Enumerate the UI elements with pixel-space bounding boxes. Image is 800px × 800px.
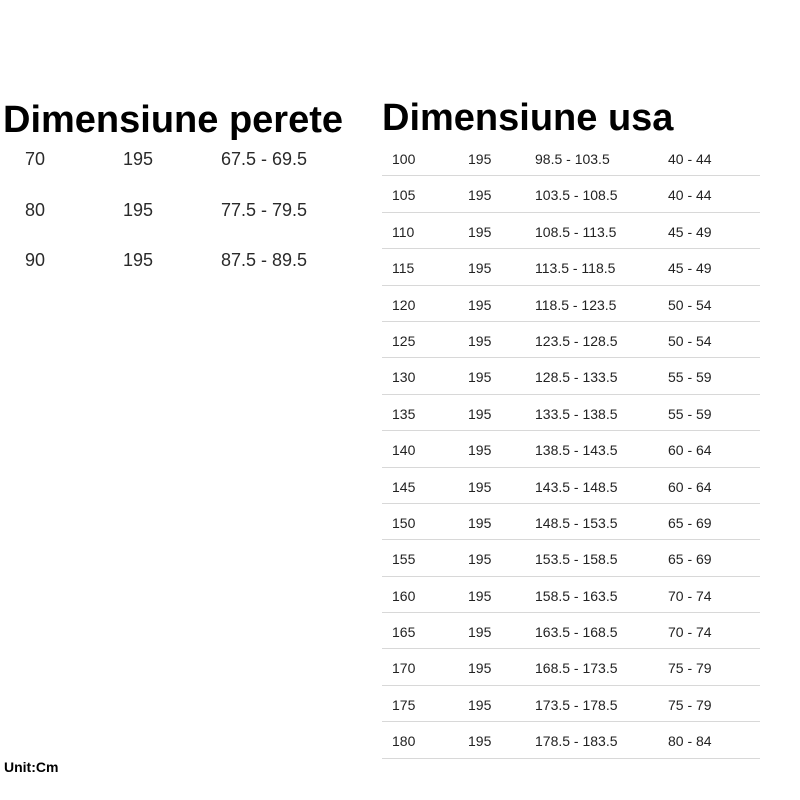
table-row	[0, 246, 370, 297]
table-row	[382, 286, 760, 322]
table-cell: 50 - 54	[668, 296, 712, 313]
table-cell: 165	[392, 624, 416, 641]
table-cell: 65 - 69	[668, 514, 712, 531]
table-row	[0, 196, 370, 247]
table-cell: 100	[392, 151, 416, 167]
door-size-table	[382, 140, 760, 759]
table-cell: 175	[392, 696, 416, 713]
table-cell: 163.5 - 168.5	[535, 624, 618, 641]
table-row	[382, 395, 760, 431]
table-row	[382, 649, 760, 685]
table-cell: 195	[468, 660, 492, 677]
table-cell: 123.5 - 128.5	[535, 332, 618, 349]
table-row	[382, 504, 760, 540]
table-row	[382, 722, 760, 758]
table-cell: 70 - 74	[668, 624, 712, 641]
table-cell: 170	[392, 660, 416, 677]
table-cell: 133.5 - 138.5	[535, 405, 618, 422]
table-cell: 60 - 64	[668, 478, 712, 495]
table-row	[382, 213, 760, 249]
table-cell: 55 - 59	[668, 405, 712, 422]
table-cell: 195	[468, 514, 492, 531]
table-cell: 195	[468, 332, 492, 349]
table-cell: 195	[468, 369, 492, 386]
table-cell: 103.5 - 108.5	[535, 187, 618, 204]
table-cell: 105	[392, 187, 416, 204]
table-cell: 40 - 44	[668, 151, 712, 167]
table-cell: 128.5 - 133.5	[535, 369, 618, 386]
table-cell: 150	[392, 514, 416, 531]
table-cell: 160	[392, 587, 416, 604]
table-row	[382, 358, 760, 394]
table-cell: 195	[468, 405, 492, 422]
table-cell: 75 - 79	[668, 696, 712, 713]
table-cell: 195	[468, 478, 492, 495]
table-cell: 195	[468, 260, 492, 277]
table-cell: 80	[25, 199, 46, 220]
table-cell: 145	[392, 478, 416, 495]
door-size-title: Dimensiune usa	[382, 97, 674, 139]
unit-label: Unit:Cm	[4, 759, 59, 775]
table-cell: 195	[123, 199, 154, 220]
table-cell: 120	[392, 296, 416, 313]
table-cell: 168.5 - 173.5	[535, 660, 618, 677]
table-row	[382, 322, 760, 358]
table-cell: 80 - 84	[668, 733, 712, 750]
table-cell: 118.5 - 123.5	[535, 296, 617, 313]
table-cell: 110	[392, 223, 415, 240]
table-row	[382, 613, 760, 649]
table-cell: 135	[392, 405, 416, 422]
table-cell: 45 - 49	[668, 223, 712, 240]
table-row	[382, 176, 760, 212]
table-cell: 153.5 - 158.5	[535, 551, 618, 568]
table-cell: 148.5 - 153.5	[535, 514, 618, 531]
table-cell: 50 - 54	[668, 332, 712, 349]
wall-size-table	[0, 145, 370, 297]
table-cell: 143.5 - 148.5	[535, 478, 618, 495]
table-cell: 195	[468, 624, 492, 641]
table-cell: 195	[468, 223, 492, 240]
table-cell: 45 - 49	[668, 260, 712, 277]
table-cell: 70	[25, 149, 46, 169]
table-cell: 158.5 - 163.5	[535, 587, 618, 604]
table-cell: 77.5 - 79.5	[221, 199, 308, 220]
table-cell: 178.5 - 183.5	[535, 733, 618, 750]
table-cell: 195	[468, 587, 492, 604]
wall-size-title: Dimensiune perete	[3, 99, 343, 141]
table-cell: 155	[392, 551, 416, 568]
table-cell: 125	[392, 332, 416, 349]
table-row	[382, 540, 760, 576]
table-cell: 140	[392, 442, 416, 459]
table-cell: 65 - 69	[668, 551, 712, 568]
table-row	[382, 140, 760, 176]
table-cell: 195	[123, 250, 154, 270]
table-cell: 98.5 - 103.5	[535, 151, 610, 167]
table-row	[0, 145, 370, 196]
table-cell: 90	[25, 250, 46, 270]
table-cell: 70 - 74	[668, 587, 712, 604]
table-cell: 60 - 64	[668, 442, 712, 459]
table-cell: 195	[468, 696, 492, 713]
table-cell: 138.5 - 143.5	[535, 442, 618, 459]
table-cell: 195	[468, 187, 492, 204]
table-row	[382, 468, 760, 504]
table-cell: 180	[392, 733, 416, 750]
table-cell: 195	[468, 442, 492, 459]
table-cell: 55 - 59	[668, 369, 712, 386]
table-cell: 115	[392, 260, 415, 277]
table-row	[382, 577, 760, 613]
table-cell: 195	[468, 733, 492, 750]
table-row	[382, 686, 760, 722]
table-cell: 195	[123, 149, 154, 169]
table-row	[382, 249, 760, 285]
table-cell: 195	[468, 296, 492, 313]
table-cell: 87.5 - 89.5	[221, 250, 308, 270]
table-cell: 113.5 - 118.5	[535, 260, 616, 277]
table-cell: 195	[468, 151, 492, 167]
table-cell: 67.5 - 69.5	[221, 149, 308, 169]
table-cell: 108.5 - 113.5	[535, 223, 617, 240]
table-cell: 40 - 44	[668, 187, 712, 204]
table-cell: 130	[392, 369, 416, 386]
table-row	[382, 431, 760, 467]
table-cell: 75 - 79	[668, 660, 712, 677]
table-cell: 195	[468, 551, 492, 568]
table-cell: 173.5 - 178.5	[535, 696, 618, 713]
